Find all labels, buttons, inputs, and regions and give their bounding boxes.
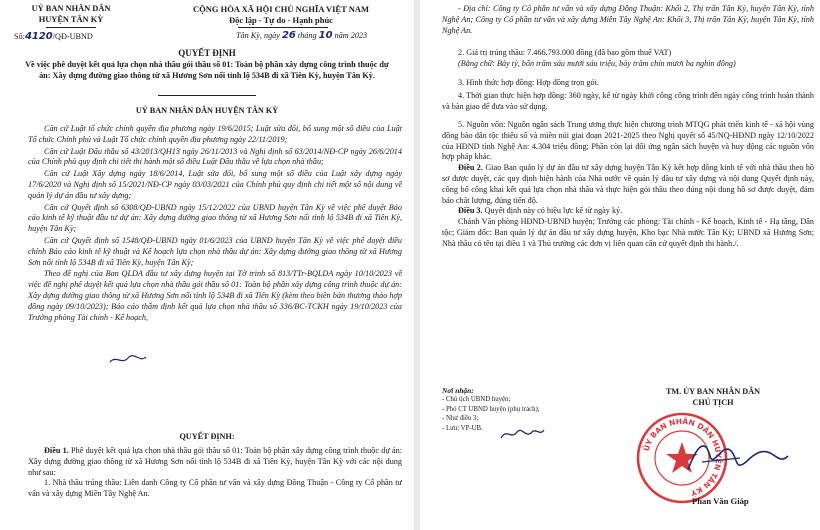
article-1-item-1: 1. Nhà thầu trúng thầu: Liên danh Công ty Cổ phần tư vấn và xây dựng Đồng Thuận - Công ty Cổ phần tư vấn và xây dựng Miền Tây Nghệ An. (28, 478, 402, 499)
decision-title: QUYẾT ĐỊNH (178, 48, 236, 58)
recipient-item: - Lưu: VP-UB. (442, 424, 483, 432)
authority-name (6, 4, 136, 26)
motto-underline (238, 27, 328, 28)
legal-basis-item: Theo đề nghị của Ban QLDA đầu tư xây dựng huyện tại Tờ trình số 813/TTr-BQLDA ngày 10/10/2023 về việc đề nghị phê duyệt kết quả lựa chọn nhà thầu gói thầu số 01: Toàn bộ phần xây dựng công trình thuộc dự án: Xây dựng đường giao thông từ xã Hương Sơn nối tỉnh lộ 534B đi xã Tiên Kỳ (kèm theo biên bản thương thảo hợp đồng ngày 09/10/2023); Báo cáo thẩm định kết quả lựa chọn nhà thầu số 336/BC-TCKH ngày 19/10/2023 của Trưởng phòng Tài chính - Kế hoạch, (28, 269, 402, 322)
nation-motto: Độc lập - Tự do - Hạnh phúc (229, 14, 333, 25)
sign-line-2: CHỦ TỊCH (692, 397, 734, 407)
contract-duration: 4. Thời gian thực hiện hợp đồng: 360 ngày, kể từ ngày khởi công công trình đến ngày công trình hoàn thành và bàn giao để đưa vào sử dụng. (442, 91, 814, 112)
subject-underline (158, 95, 256, 96)
article-1-text: Phê duyệt kết quả lựa chọn nhà thầu gói thầu số 01: Toàn bộ phần xây dựng công trình thuộc dự án: Xây dựng đường giao thông từ xã Hương Sơn nối tỉnh lộ 534B đi xã Tiên Kỳ, huyện Tân Kỳ với các nội dung như sau: (28, 446, 403, 477)
article-1-label: Điều 1. (44, 446, 69, 455)
clerk-initial-scribble (498, 426, 546, 442)
article-1 (28, 446, 402, 500)
document-number-handwritten: 4120 (24, 31, 53, 42)
sign-line-1: TM. ỦY BAN NHÂN DÂN (665, 387, 761, 396)
decision-subject: Về việc phê duyệt kết quả lựa chọn nhà thầu gói thầu số 01: Toàn bộ phần xây dựng công trình thuộc dự án: Xây dựng đường giao thông từ xã Hương Sơn nối tỉnh lộ 534B đi xã Tiên Kỳ, huyện Tân Kỳ. (25, 60, 389, 80)
article-3-text: Quyết định này có hiệu lực kể từ ngày ký. (484, 206, 623, 216)
nation-name: CỘNG HÒA XÃ HỘI CHỦ NGHĨA VIỆT NAM (192, 4, 370, 14)
legal-basis-item: Căn cứ Quyết định số 1548/QĐ-UBND ngày 01/6/2023 của UBND huyện Tân Kỳ về việc phê duyệt điều chỉnh Báo cáo kinh tế kỹ thuật và Kế hoạch lựa chọn nhà thầu dự án: Xây dựng đường giao thông từ xã Hương Sơn nối tỉnh lộ 534B đi xã Tiên Kỳ, huyện Tân Kỳ; (28, 235, 402, 267)
article-2-label: Điều 2. (458, 163, 483, 173)
funding-source: 5. Nguồn vốn: Nguồn ngân sách Trung ương thực hiện chương trình MTQG phát triển kinh tế - xã hội vùng đồng bào dân tộc thiểu số và miền núi giai đoạn 2021-2025 theo Nghị quyết số 45/NQ-HĐND ngày 12/10/2022 của HĐND tỉnh Nghệ An: 4.304 triệu đồng; Phần còn lại đối ứng ngân sách huyện và huy động các nguồn vốn hợp pháp khác. (442, 119, 814, 162)
authority-line-2: HUYỆN TÂN KỲ (38, 14, 104, 24)
article-2-text: Giao Ban quản lý dự án đầu tư xây dựng huyện Tân Kỳ kết hợp đồng kinh tế với nhà thầu theo hồ sơ được duyệt, các quy định hiện hành của Nhà nước về quản lý đầu tư xây dựng và nội dung Quyết định này, công bố công khai kết quả lựa chọn nhà thầu và thực hiện gói thầu theo đúng nội dung hồ sơ được duyệt, đảm bảo chất lượng, đúng tiến độ. (442, 163, 815, 205)
issuing-authority: UỶ BAN NHÂN DÂN HUYỆN TÂN KỲ (135, 106, 279, 115)
contract-price: 2. Giá trị trúng thầu: 7.466.793.000 đồng (đã bao gồm thuế VAT) (458, 48, 672, 57)
legal-basis-item: Căn cứ Luật Xây dựng ngày 18/6/2014, Luật sửa đổi, bổ sung một số điều của Luật xây dựng ngày 17/6/2020 và Nghị định số 15/2021/NĐ-CP ngày 03/03/2021 của Chính phủ quy định chi tiết một số nội dung về quản lý dự án đầu tư xây dựng; (28, 169, 402, 200)
authority-underline (46, 27, 96, 28)
month-handwritten: 10 (318, 30, 333, 41)
place-date: Tân Kỳ, ngày 26 tháng 10 năm 2023 (236, 30, 368, 41)
signature-block (618, 387, 808, 409)
signer-name: Phan Văn Giáp (692, 496, 749, 506)
recipient-item: - Phó CT UBND huyện (phụ trách); (442, 405, 540, 413)
contract-type: 3. Hình thức hợp đồng: Hợp đồng trọn gói. (458, 77, 599, 87)
legal-basis-item: Căn cứ Luật Đấu thầu số 43/2013/QH13 ngày 26/11/2013 và Nghị định số 63/2014/NĐ-CP ngày 26/6/2014 của Chính phủ quy định chi tiết thi hành một số điều Luật Đấu thầu về lựa chọn nhà thầu; (28, 146, 402, 167)
handwritten-signature (682, 432, 792, 482)
legal-basis-item: Căn cứ Quyết định số 6308/QĐ-UBND ngày 15/12/2022 của UBND huyện Tân Kỳ về việc phê duyệt Báo cáo kinh tế kỹ thuật đầu tư dự án: Xây dựng đường giao thông từ xã Hương Sơn nối tỉnh lộ 534B đi xã Tiên Kỳ, huyện Tân Kỳ; (28, 202, 402, 234)
authority-line-1: UỶ BAN NHÂN DÂN (31, 4, 111, 13)
recipient-item: - Như điều 3; (442, 415, 479, 423)
contract-details (442, 48, 814, 250)
day-handwritten: 26 (281, 30, 296, 41)
document-page-right (420, 0, 820, 530)
national-header (150, 4, 412, 26)
legal-bases (28, 124, 402, 324)
decide-heading: QUYẾT ĐỊNH: (179, 432, 235, 441)
legal-basis-item: Căn cứ Luật tổ chức chính quyền địa phương ngày 19/6/2015; Luật sửa đổi, bổ sung một số điều của Luật Tổ chức Chính phủ và Luật Tổ chức chính quyền địa phương ngày 22/11/2019; (28, 124, 402, 144)
seal-ring-text: ỦY BAN NHÂN DÂN HUYỆN TÂN KỲ (641, 416, 724, 498)
recipients-title: Nơi nhận: (442, 386, 474, 395)
contract-price-words: (Bằng chữ: Bảy tỷ, bốn trăm sáu mươi sáu triệu, bảy trăm chín mươi ba nghìn đồng) (458, 58, 736, 68)
article-3-label: Điều 3. (458, 206, 483, 216)
initial-scribble (108, 354, 148, 366)
closing-paragraph: Chánh Văn phòng HĐND-UBND huyện; Trưởng các phòng: Tài chính - Kế hoạch, Kinh tế - Hạ tầng, Dân tộc; Giám đốc: Ban quản lý dự án đầu tư xây dựng huyện, Kho bạc Nhà nước Tân Kỳ; UBND xã Hương Sơn; Nhà thầu có tên tại điều 1 và Thủ trưởng các đơn vị liên quan căn cứ quyết định thi hành./. (442, 217, 814, 248)
contractor-address: - Địa chỉ: Công ty Cổ phần tư vấn và xây dựng Đồng Thuận: Khối 2, Thị trấn Tân Kỳ, huyện Tân Kỳ, tỉnh Nghệ An; Công ty Cổ phần tư vấn và xây dựng Miền Tây Nghệ An: Khối 3, Thị trấn Tân Kỳ, huyện Tân Kỳ, tỉnh Nghệ An. (442, 4, 814, 35)
document-number: Số:4120/QĐ-UBND (14, 31, 93, 42)
recipient-item: - Chủ tịch UBND huyện; (442, 396, 511, 404)
